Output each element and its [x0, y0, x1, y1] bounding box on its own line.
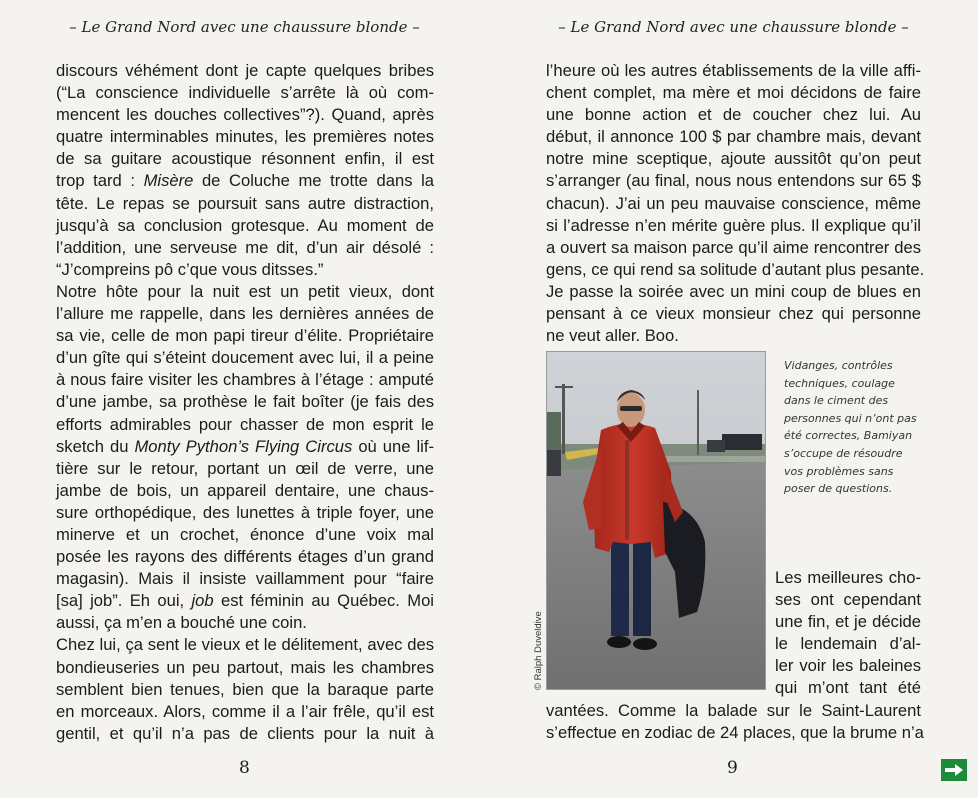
text-line: posée les rayons des différents étages d’un grand: [56, 547, 434, 567]
text-line: [56, 436, 434, 458]
text-line: début, il annonce 100 $ par chambre mais, devant: [546, 127, 921, 147]
running-header-left: – Le Grand Nord avec une chaussure blonde –: [69, 18, 420, 36]
text-line: jusqu’à sa conclusion grotesque. Au moment de: [56, 215, 434, 235]
text-line: a ouvert sa maison parce qu’il aime rencontrer des: [546, 237, 921, 257]
text-line: discours véhément dont je capte quelques bribes: [56, 61, 434, 80]
arrow-right-icon: [944, 763, 964, 777]
text-line: (“La conscience individuelle s’arrête là où com-: [56, 83, 434, 103]
text-segment: est féminin au Québec. Moi: [213, 591, 434, 611]
page-number-left: 8: [239, 758, 250, 778]
text-segment: où une lif-: [352, 436, 435, 456]
text-line: Je passe la soirée avec un mini coup de blues en: [546, 281, 921, 301]
text-line: efforts admirables pour chasser de mon esprit le: [56, 414, 434, 434]
text-line: tête. Le repas se poursuit sans autre distraction,: [56, 193, 434, 213]
text-line: d’une jambe, sa prothèse le fait boîter (je fais des: [56, 392, 434, 412]
text-line: pensant à ce vieux monsieur chez qui personne: [546, 304, 921, 324]
text-line: ne veut aller. Boo.: [546, 326, 679, 346]
text-line: l’heure où les autres établissements de la ville affi-: [546, 61, 921, 80]
text-line: s’effectue en zodiac de 24 places, que la brume n’a: [546, 723, 924, 743]
text-line: sa vie, celle de mon papi tireur d’élite. Propriétaire: [56, 326, 434, 346]
wrapped-text-block: [775, 567, 921, 700]
text-line: aussi, ça m’en a bouché une coin.: [56, 613, 307, 633]
text-line: en morceaux. Alors, comme il a l’air frêle, qu’il est: [56, 701, 434, 721]
text-line: jambe de bois, un appareil dentaire, une chaus-: [56, 480, 434, 500]
photo-caption: Vidanges, contrôles techniques, coulage dans le ciment des personnes qui n’ont pas été correctes, Bamiyan s’occupe de résoudre vos problèmes sans poser de questions.: [784, 359, 917, 496]
running-header-right: – Le Grand Nord avec une chaussure blonde –: [558, 18, 909, 36]
text-line: d’un gîte qui s’éteint doucement avec lui, il a peine: [56, 348, 434, 368]
right-body-text: [546, 60, 925, 347]
text-segment: de Coluche me trotte dans la: [193, 171, 434, 191]
text-line: qui m’ont tant été: [775, 678, 921, 698]
page-number-right: 9: [727, 758, 738, 778]
word-job: job: [191, 591, 214, 611]
text-line: une bonne action et de coucher chez lui. Au: [546, 105, 921, 125]
text-segment: [sa] job”. Eh oui,: [56, 591, 192, 611]
text-line: le lendemain d’al-: [775, 634, 921, 654]
text-line: semblent bien tenues, bien que la baraque parte: [56, 679, 434, 699]
text-line: Notre hôte pour la nuit est un petit vieux, dont: [56, 281, 434, 301]
text-line: ses ont cependant: [775, 590, 921, 610]
text-segment: sketch du: [56, 436, 135, 456]
text-line: à nous faire visiter les chambres à l’étage : amputé: [56, 370, 434, 390]
text-line: chacun). J’ai un peu mauvaise conscience, même: [546, 193, 921, 213]
text-line: si l’adresse n’en mérite guère plus. Il explique qu’il: [546, 215, 921, 235]
text-line: de sa guitare acoustique résonnent enfin, il est: [56, 149, 434, 169]
text-line: Les meilleures cho-: [775, 568, 921, 587]
photo-man-in-red-jacket: [546, 351, 766, 690]
right-body-text-bottom: [546, 700, 924, 744]
text-line: gentil, et qu’il n’a pas de clients pour la nuit à: [56, 723, 434, 743]
text-line: chent complet, ma mère et moi décidons de faire: [546, 83, 921, 103]
text-line: [56, 590, 434, 612]
text-line: bondieuseries un peu partout, mais les chambres: [56, 657, 434, 677]
text-line: tière sur le retour, portant un œil de verre, une: [56, 458, 434, 478]
text-line: Chez lui, ça sent le vieux et le délitement, avec des: [56, 635, 434, 655]
text-line: l’allure me rappelle, dans les dernières années de: [56, 304, 434, 324]
title-monty-python: Monty Python’s Flying Circus: [134, 436, 353, 456]
text-segment: trop tard :: [56, 171, 144, 191]
text-line: une fin, et je décide: [775, 612, 921, 632]
photo-credit: © Ralph Duveldive: [533, 611, 544, 690]
text-line: vantées. Comme la balade sur le Saint-Laurent: [546, 701, 921, 720]
text-line: “J’compreins pô c’que vous ditsses.”: [56, 259, 324, 279]
left-body-text: [56, 60, 434, 745]
text-line: notre mine sceptique, ajoute aussitôt qu’on peut: [546, 149, 921, 169]
title-misere: Misère: [143, 171, 194, 191]
text-line: l’addition, une serveuse me dit, d’un air désolé :: [56, 237, 434, 257]
text-line: sure orthopédique, des lunettes à triple foyer, une: [56, 502, 434, 522]
text-line: ler voir les baleines: [775, 656, 921, 676]
text-line: magasin). Mais il insiste vaillamment pour “faire: [56, 569, 434, 589]
text-line: quatre interminables minutes, les premières notes: [56, 127, 434, 147]
text-line: [56, 170, 434, 192]
text-line: minerve et un crochet, énonce d’une voix mal: [56, 524, 434, 544]
text-line: s’arranger (au final, nous nous entendons sur 65 $: [546, 171, 921, 191]
text-line: mencent les douches collectives”?). Quand, après: [56, 105, 434, 125]
next-page-button[interactable]: [941, 759, 967, 781]
text-line: gens, ce qui rend sa solitude d’autant plus pesante.: [546, 259, 925, 279]
